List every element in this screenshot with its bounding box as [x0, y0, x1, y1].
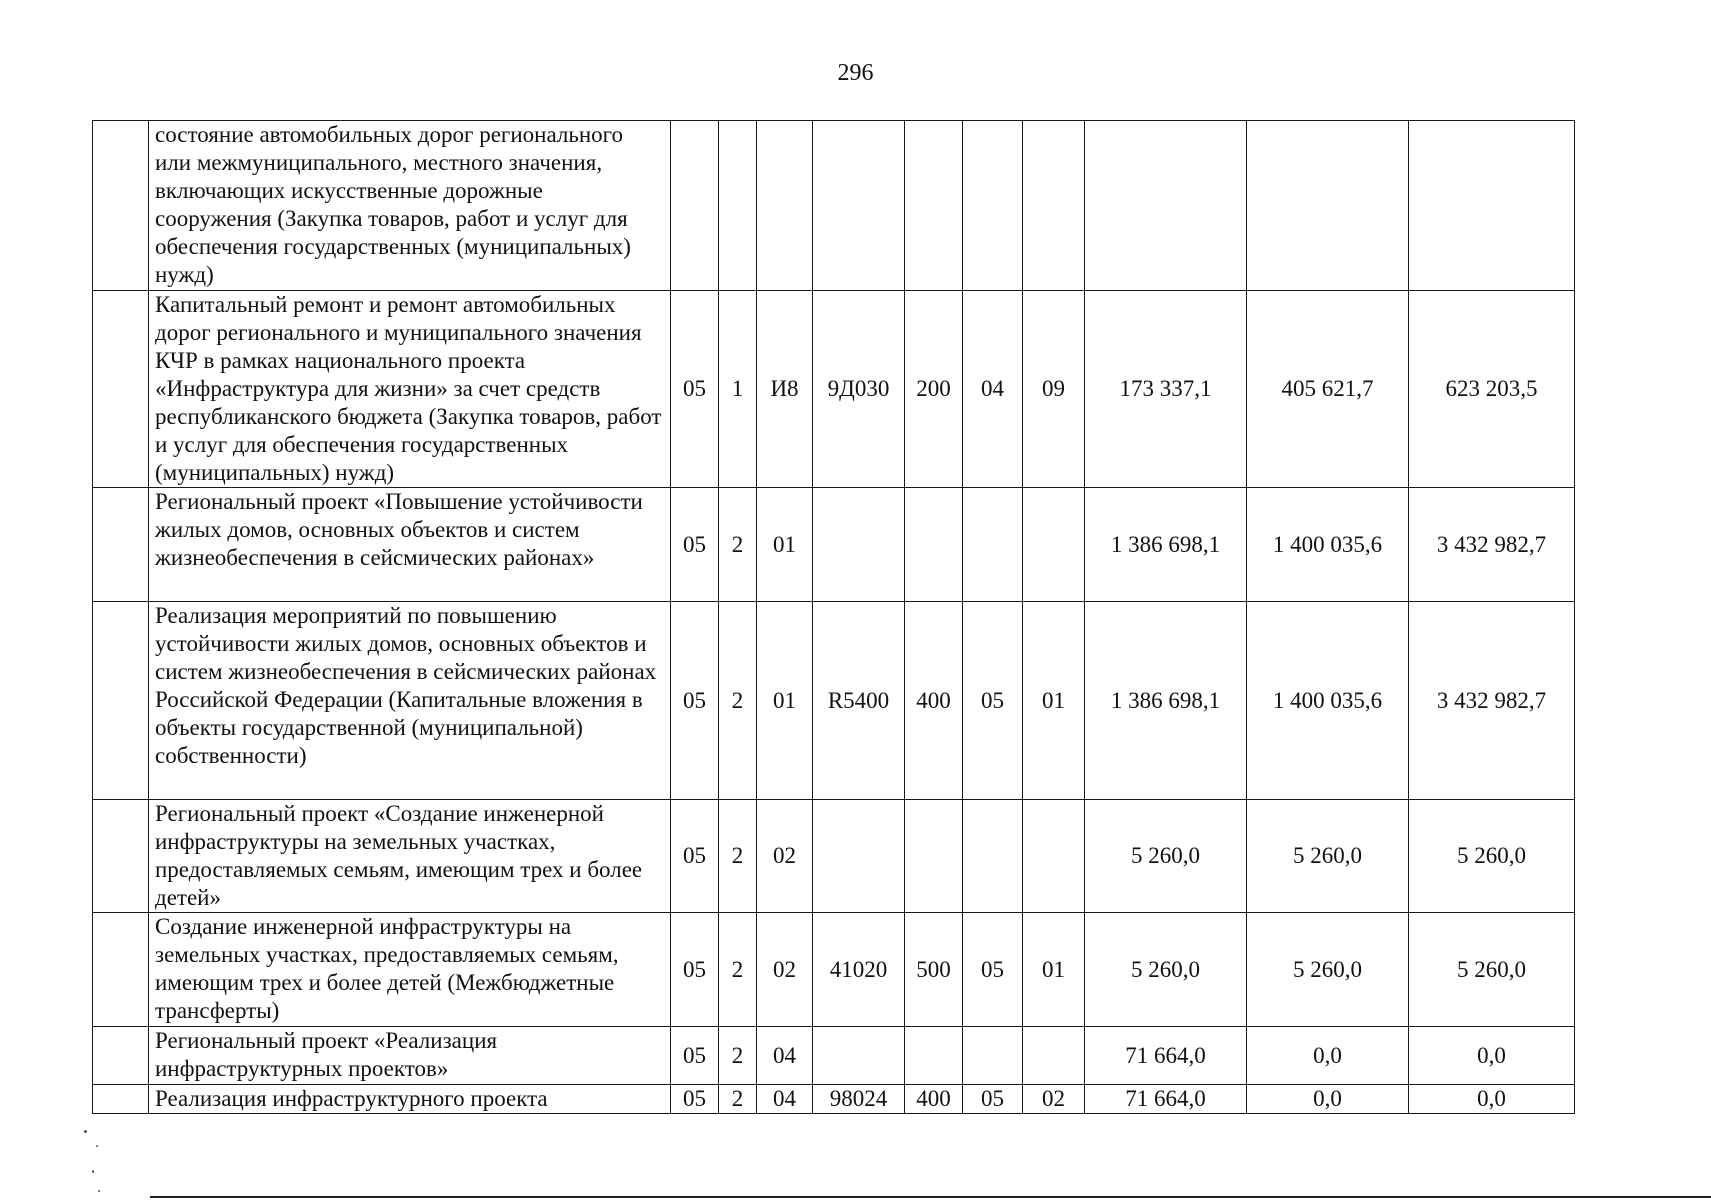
table-row: [93, 800, 1575, 913]
code-cell-c6: 05: [963, 602, 1023, 800]
code-cell-c3: [757, 121, 813, 291]
amount-cell-v1: 5 260,0: [1085, 800, 1247, 913]
code-cell-c4: 98024: [813, 1085, 905, 1114]
code-cell-c2: 2: [719, 1027, 757, 1085]
scan-speck: [92, 1170, 94, 1173]
scan-speck: [84, 1130, 87, 1133]
code-cell-c3: 02: [757, 800, 813, 913]
code-cell-c6: 05: [963, 1085, 1023, 1114]
code-cell-c4: R5400: [813, 602, 905, 800]
amount-cell-v1: 5 260,0: [1085, 913, 1247, 1027]
amount-cell-v1: 1 386 698,1: [1085, 488, 1247, 602]
row-index-cell: [93, 800, 149, 913]
budget-table: [92, 120, 1575, 1114]
code-cell-c2: 2: [719, 1085, 757, 1114]
code-cell-c6: [963, 800, 1023, 913]
description-cell: Региональный проект «Создание инженерной инфраструктуры на земельных участках, предоставляемых семьям, имеющим трех и более детей»: [149, 800, 671, 913]
code-cell-c6: 04: [963, 291, 1023, 488]
code-cell-c1: 05: [671, 1085, 719, 1114]
code-cell-c3: 04: [757, 1085, 813, 1114]
code-cell-c7: 01: [1023, 602, 1085, 800]
table-row: [93, 913, 1575, 1027]
code-cell-c7: 02: [1023, 1085, 1085, 1114]
scan-speck: [96, 1145, 98, 1147]
description-cell: Капитальный ремонт и ремонт автомобильных дорог регионального и муниципального значения КЧР в рамках национального проекта «Инфраструктура для жизни» за счет средств республиканского бюджета (Закупка товаров, работ и услуг для обеспечения государственных (муниципальных) нужд): [149, 291, 671, 488]
amount-cell-v3: 3 432 982,7: [1409, 488, 1575, 602]
code-cell-c5: 400: [905, 1085, 963, 1114]
table-row: [93, 291, 1575, 488]
amount-cell-v3: [1409, 121, 1575, 291]
table-body: [93, 121, 1575, 1114]
amount-cell-v2: 1 400 035,6: [1247, 488, 1409, 602]
table-row: [93, 1027, 1575, 1085]
scan-speck: [98, 1190, 100, 1192]
amount-cell-v2: 0,0: [1247, 1027, 1409, 1085]
table-row: [93, 1085, 1575, 1114]
amount-cell-v3: 3 432 982,7: [1409, 602, 1575, 800]
amount-cell-v3: 623 203,5: [1409, 291, 1575, 488]
code-cell-c2: [719, 121, 757, 291]
row-index-cell: [93, 291, 149, 488]
row-index-cell: [93, 1085, 149, 1114]
description-cell: состояние автомобильных дорог регионального или межмуниципального, местного значения, включающих искусственные дорожные сооружения (Закупка товаров, работ и услуг для обеспечения государственных (муниципальных) нужд): [149, 121, 671, 291]
code-cell-c2: 2: [719, 913, 757, 1027]
amount-cell-v2: 0,0: [1247, 1085, 1409, 1114]
page-number: 296: [837, 60, 874, 86]
amount-cell-v1: [1085, 121, 1247, 291]
page-bottom-rule: [150, 1196, 1711, 1198]
amount-cell-v3: 5 260,0: [1409, 800, 1575, 913]
code-cell-c7: [1023, 1027, 1085, 1085]
code-cell-c1: 05: [671, 602, 719, 800]
code-cell-c4: [813, 121, 905, 291]
amount-cell-v2: [1247, 121, 1409, 291]
code-cell-c4: 41020: [813, 913, 905, 1027]
code-cell-c3: 01: [757, 602, 813, 800]
row-index-cell: [93, 121, 149, 291]
code-cell-c4: [813, 800, 905, 913]
code-cell-c7: 09: [1023, 291, 1085, 488]
code-cell-c5: 500: [905, 913, 963, 1027]
row-index-cell: [93, 1027, 149, 1085]
code-cell-c7: [1023, 121, 1085, 291]
code-cell-c7: [1023, 488, 1085, 602]
code-cell-c3: 02: [757, 913, 813, 1027]
code-cell-c2: 2: [719, 800, 757, 913]
amount-cell-v1: 71 664,0: [1085, 1085, 1247, 1114]
code-cell-c5: [905, 121, 963, 291]
description-cell: Региональный проект «Повышение устойчивости жилых домов, основных объектов и систем жизнеобеспечения в сейсмических районах»: [149, 488, 671, 602]
code-cell-c2: 2: [719, 488, 757, 602]
code-cell-c1: 05: [671, 913, 719, 1027]
code-cell-c6: 05: [963, 913, 1023, 1027]
row-index-cell: [93, 488, 149, 602]
code-cell-c3: 04: [757, 1027, 813, 1085]
code-cell-c4: 9Д030: [813, 291, 905, 488]
code-cell-c7: 01: [1023, 913, 1085, 1027]
code-cell-c5: [905, 800, 963, 913]
code-cell-c6: [963, 488, 1023, 602]
amount-cell-v3: 0,0: [1409, 1085, 1575, 1114]
code-cell-c5: 400: [905, 602, 963, 800]
code-cell-c6: [963, 121, 1023, 291]
amount-cell-v2: 5 260,0: [1247, 913, 1409, 1027]
description-cell: Реализация мероприятий по повышению устойчивости жилых домов, основных объектов и систем жизнеобеспечения в сейсмических районах Российской Федерации (Капитальные вложения в объекты государственной (муниципальной) собственности): [149, 602, 671, 800]
code-cell-c6: [963, 1027, 1023, 1085]
table-row: [93, 488, 1575, 602]
code-cell-c2: 2: [719, 602, 757, 800]
code-cell-c5: [905, 1027, 963, 1085]
code-cell-c5: 200: [905, 291, 963, 488]
table-row: [93, 602, 1575, 800]
amount-cell-v1: 1 386 698,1: [1085, 602, 1247, 800]
table-row: [93, 121, 1575, 291]
code-cell-c1: 05: [671, 488, 719, 602]
code-cell-c7: [1023, 800, 1085, 913]
amount-cell-v1: 173 337,1: [1085, 291, 1247, 488]
code-cell-c5: [905, 488, 963, 602]
code-cell-c2: 1: [719, 291, 757, 488]
code-cell-c1: 05: [671, 1027, 719, 1085]
code-cell-c1: [671, 121, 719, 291]
description-cell: Создание инженерной инфраструктуры на земельных участках, предоставляемых семьям, имеющим трех и более детей (Межбюджетные трансферты): [149, 913, 671, 1027]
description-cell: Реализация инфраструктурного проекта: [149, 1085, 671, 1114]
row-index-cell: [93, 602, 149, 800]
amount-cell-v3: 5 260,0: [1409, 913, 1575, 1027]
amount-cell-v2: 5 260,0: [1247, 800, 1409, 913]
code-cell-c4: [813, 488, 905, 602]
amount-cell-v3: 0,0: [1409, 1027, 1575, 1085]
code-cell-c4: [813, 1027, 905, 1085]
code-cell-c1: 05: [671, 800, 719, 913]
code-cell-c3: 01: [757, 488, 813, 602]
code-cell-c1: 05: [671, 291, 719, 488]
description-cell: Региональный проект «Реализация инфраструктурных проектов»: [149, 1027, 671, 1085]
amount-cell-v2: 1 400 035,6: [1247, 602, 1409, 800]
amount-cell-v1: 71 664,0: [1085, 1027, 1247, 1085]
code-cell-c3: И8: [757, 291, 813, 488]
row-index-cell: [93, 913, 149, 1027]
amount-cell-v2: 405 621,7: [1247, 291, 1409, 488]
